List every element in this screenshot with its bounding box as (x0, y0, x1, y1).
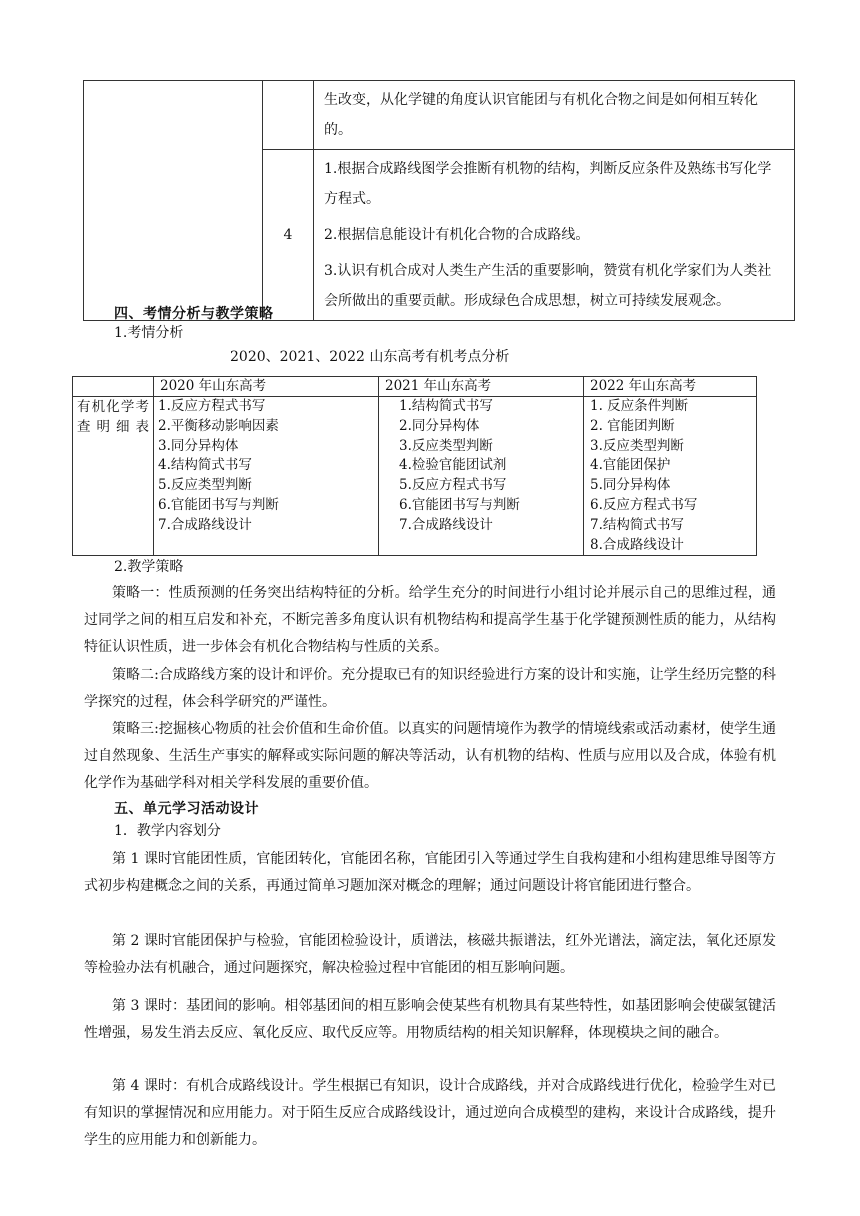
row-label: 有机化学考查明细表 (73, 397, 154, 556)
header-cell (73, 377, 154, 397)
lesson-paragraph: 第 1 课时官能团性质，官能团转化，官能团名称，官能团引入等通过学生自我构建和小组构建思维导图等方式初步构建概念之间的关系，再通过简单习题加深对概念的理解；通过问题设计将官能团进行整合。 (84, 851, 776, 894)
table-caption: 2020、2021、2022 山东高考有机考点分析 (230, 349, 510, 365)
col-2020 (154, 397, 379, 556)
objective-text (314, 81, 795, 150)
list-item: 5.反应类型判断 (158, 477, 252, 494)
list-item: 8.合成路线设计 (590, 536, 684, 553)
lesson-paragraph: 第 3 课时：基团间的影响。相邻基团间的相互影响会使某些有机物具有某些特性，如基团影响会使碳氢键活性增强，易发生消去反应、氧化反应、取代反应等。用物质结构的相关知识解释，体现模块之间的融合。 (84, 998, 776, 1041)
exam-analysis-table (72, 376, 757, 556)
list-item: 1.反应方程式书写 (158, 398, 266, 414)
col-2021 (379, 397, 584, 556)
list-item: 5.反应方程式书写 (399, 477, 507, 494)
list-item: 6.官能团书写与判断 (399, 496, 520, 513)
list-item: 3.反应类型判断 (399, 437, 493, 454)
lesson-paragraph: 第 4 课时：有机合成路线设计。学生根据已有知识，设计合成路线，并对合成路线进行优化，检验学生对已有知识的掌握情况和应用能力。对于陌生反应合成路线设计，通过逆向合成模型的建构，来设计合成路线，提升学生的应用能力和创新能力。 (84, 1078, 776, 1148)
subsection-heading: 2.教学策略 (114, 559, 184, 575)
list-item: 5.同分异构体 (590, 477, 671, 494)
list-item: 6.反应方程式书写 (590, 496, 698, 513)
objective-item: 3.认识有机合成对人类生产生活的重要影响，赞赏有机化学家们为人类社会所做出的重要贡献。形成绿色合成思想，树立可持续发展观念。 (324, 263, 772, 309)
strategy-paragraph: 策略一：性质预测的任务突出结构特征的分析。给学生充分的时间进行小组讨论并展示自己的思维过程，通过同学之间的相互启发和补充，不断完善多角度认识有机物结构和提高学生基于化学键预测性质的能力，从结构特征认识性质，进一步体会有机化合物结构与性质的关系。 (84, 585, 776, 655)
strategy-paragraph: 策略三:挖掘核心物质的社会价值和生命价值。以真实的问题情境作为教学的情境线索或活动素材，使学生通过自然现象、生活生产事实的解释或实际问题的解决等活动，认有机物的结构、性质与应用以及合成，体验有机化学作为基础学科对相关学科发展的重要价值。 (84, 721, 776, 791)
col-2022 (584, 397, 757, 556)
section-heading: 五、单元学习活动设计 (114, 801, 259, 817)
objective-item: 1.根据合成路线图学会推断有机物的结构，判断反应条件及熟练书写化学方程式。 (324, 161, 772, 207)
objective-line: 生改变，从化学键的角度认识官能团与有机化合物之间是如何相互转化的。 (324, 92, 758, 138)
list-item: 3.同分异构体 (158, 437, 239, 454)
objectives-table-continuation (83, 80, 795, 321)
strategy-paragraph: 策略二:合成路线方案的设计和评价。充分提取已有的知识经验进行方案的设计和实施，让学生经历完整的科学探究的过程，体会科学研究的严谨性。 (84, 667, 776, 710)
lesson-paragraph: 第 2 课时官能团保护与检验，官能团检验设计，质谱法，核磁共振谱法，红外光谱法，滴定法，氧化还原发等检验办法有机融合，通过问题探究，解决检验过程中官能团的相互影响问题。 (84, 933, 776, 976)
list-item: 7.合成路线设计 (158, 516, 252, 533)
list-item: 1.结构简式书写 (399, 398, 493, 414)
subsection-heading: 1．教学内容划分 (114, 823, 221, 839)
empty-cell (263, 81, 314, 150)
list-item: 7.结构简式书写 (590, 516, 684, 533)
list-item: 3.反应类型判断 (590, 437, 684, 454)
list-item: 6.官能团书写与判断 (158, 496, 279, 513)
subsection-heading: 1.考情分析 (114, 325, 184, 341)
list-item: 4.检验官能团试剂 (399, 457, 507, 474)
header-cell: 2022 年山东高考 (584, 377, 757, 397)
section-heading: 四、考情分析与教学策略 (114, 306, 274, 322)
list-item: 2. 官能团判断 (590, 417, 675, 434)
empty-cell (84, 81, 263, 321)
list-item: 1. 反应条件判断 (590, 398, 689, 414)
list-item: 2.平衡移动影响因素 (158, 417, 279, 434)
list-item: 7.合成路线设计 (399, 516, 493, 533)
list-item: 4.官能团保护 (590, 457, 671, 474)
header-cell: 2021 年山东高考 (379, 377, 584, 397)
lesson-number: 4 (263, 150, 314, 321)
objective-item: 2.根据信息能设计有机化合物的合成路线。 (324, 227, 590, 243)
table-row (73, 397, 757, 556)
table-row (84, 81, 795, 150)
header-cell: 2020 年山东高考 (154, 377, 379, 397)
list-item: 2.同分异构体 (399, 417, 480, 434)
table-header-row (73, 377, 757, 397)
list-item: 4.结构简式书写 (158, 457, 252, 474)
objective-text (314, 150, 795, 321)
